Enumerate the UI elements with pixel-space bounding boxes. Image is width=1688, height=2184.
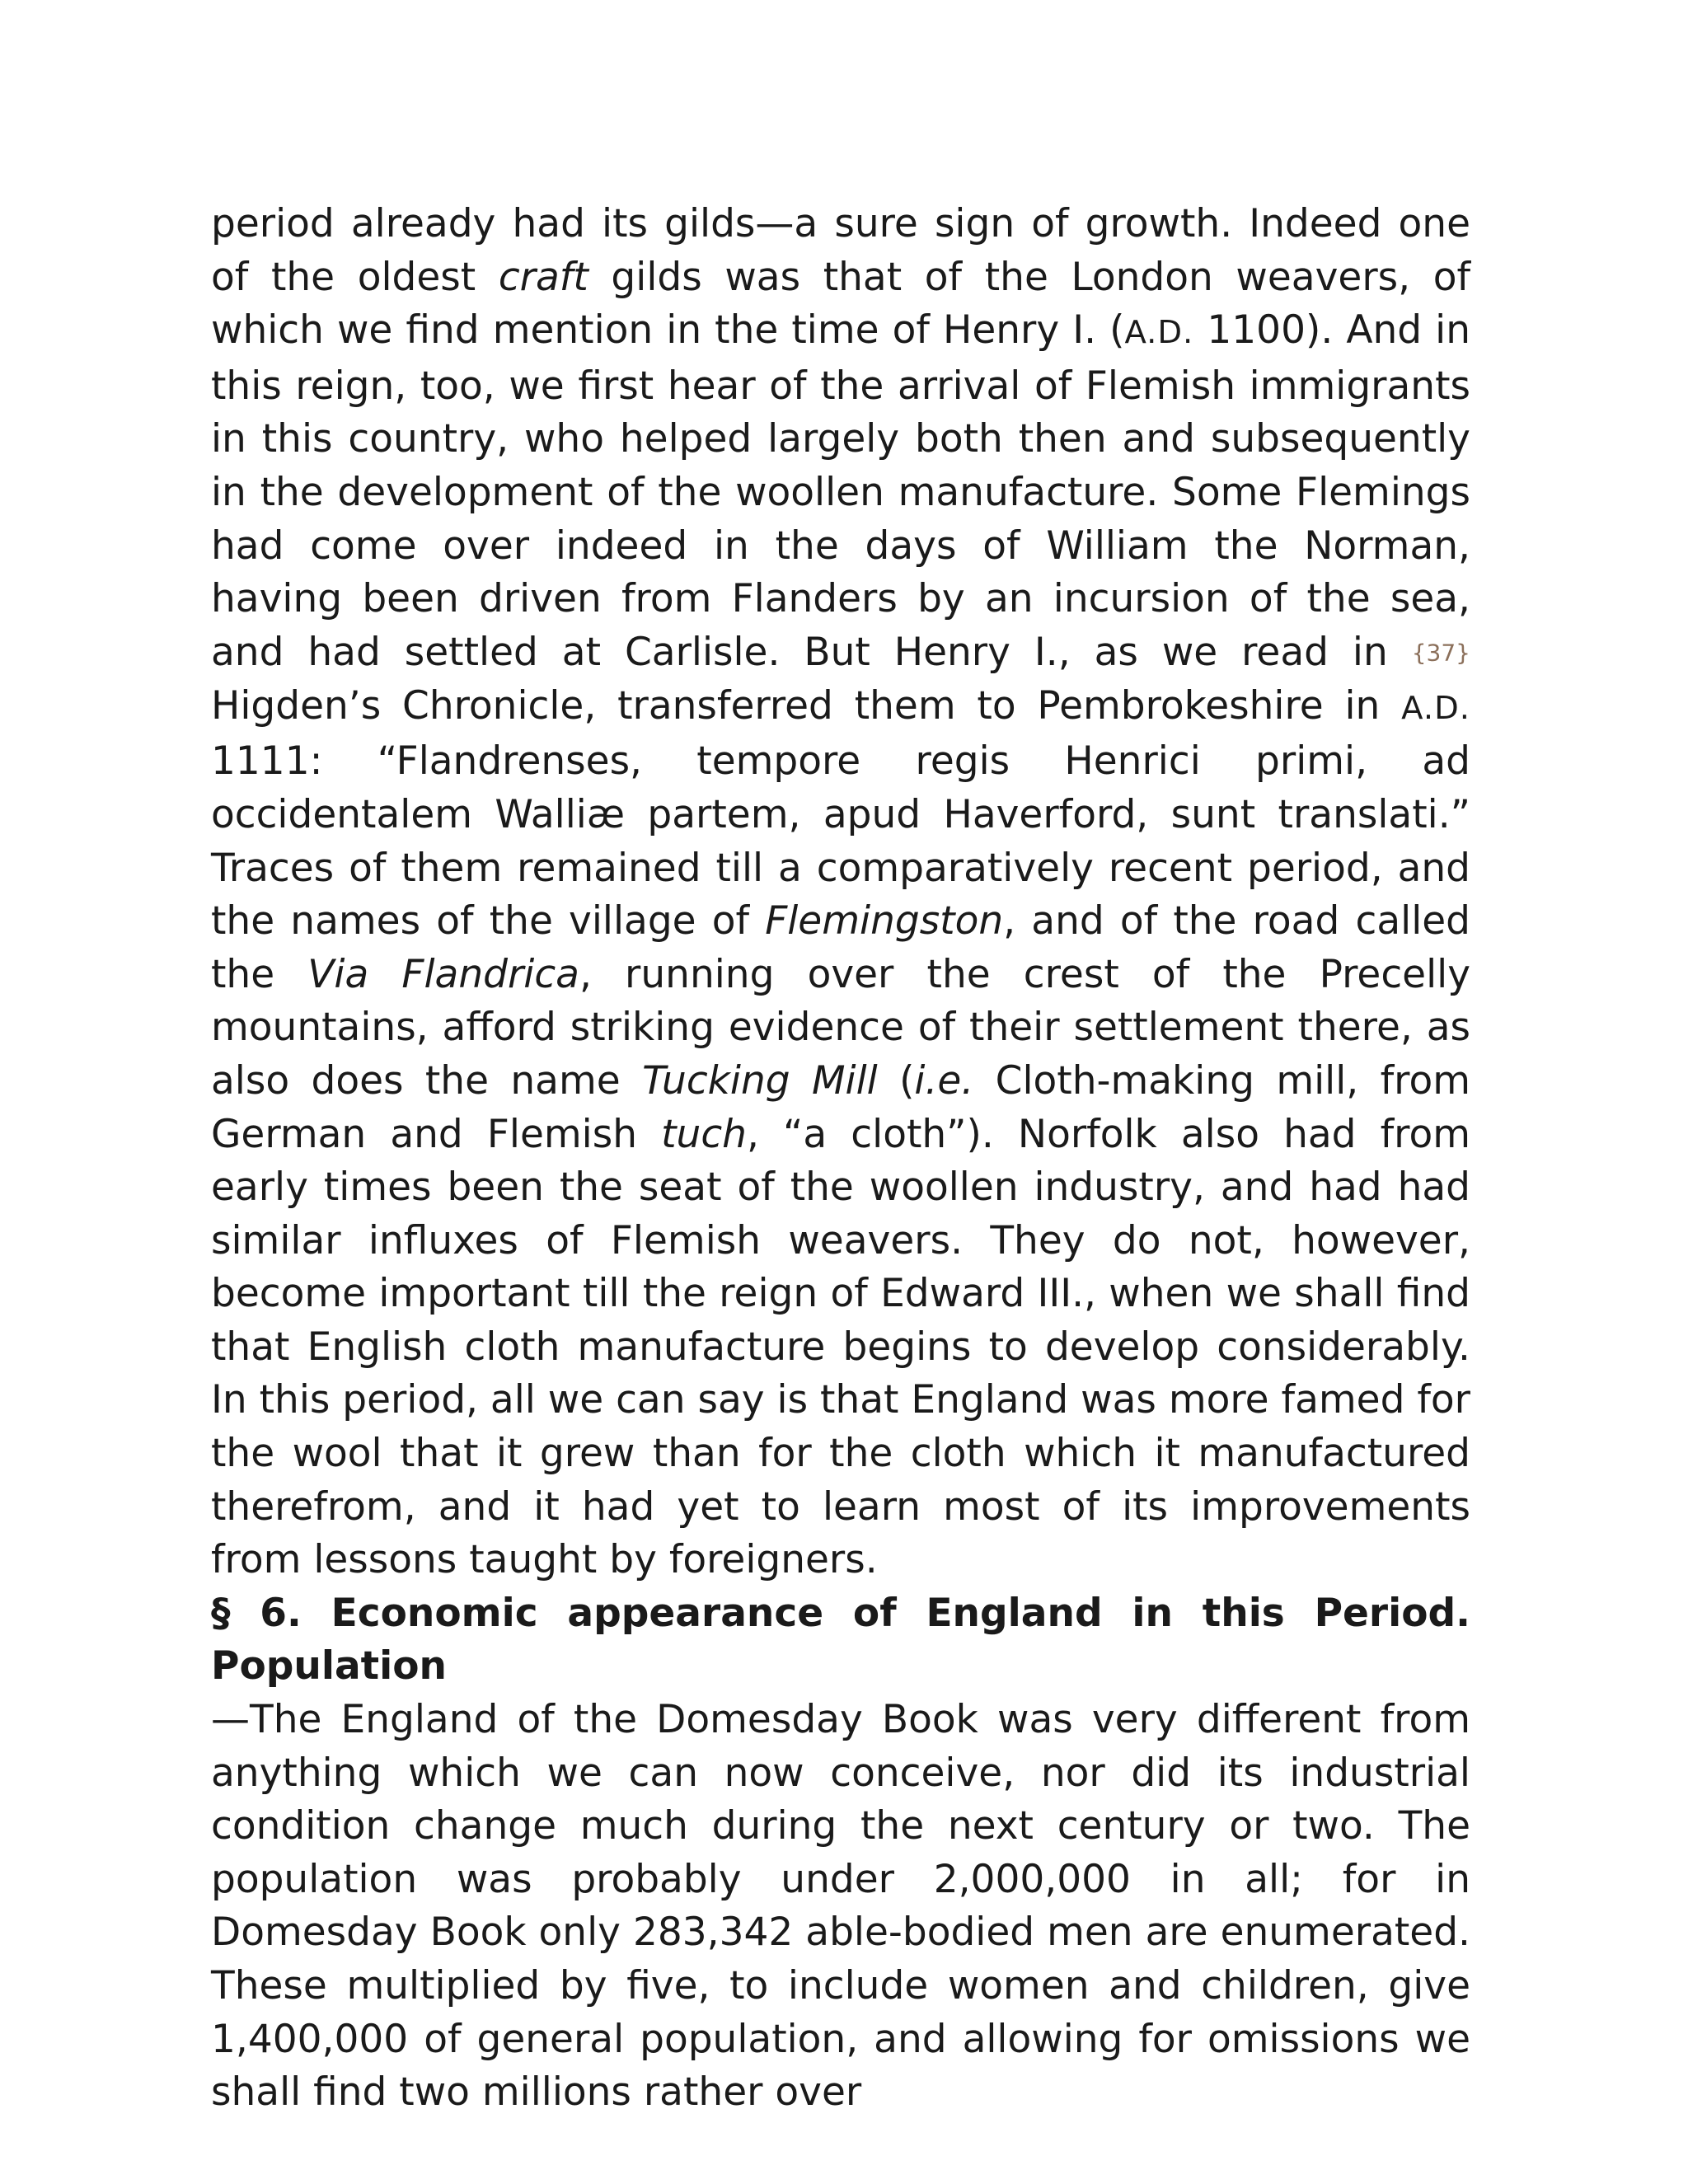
era-abbrev: A.D. [1401, 689, 1470, 727]
text-run: , running over the crest of the Precelly mountains, afford striking evidence of their settlement there, as also does the name [211, 951, 1471, 1104]
book-page [211, 198, 1470, 2120]
text-run: , “a cloth”). Norfolk also had from early times been the seat of the woollen industry, and had had similar influxes of Flemish weavers. They do not, however, become important till the reign of Edward III., when we shall find that English cloth manufacture begins to develop considerably. In this period, all we can say is that England was more famed for the wool that it grew than for the cloth which it manufactured therefrom, and it had yet to learn most of its improvements from lessons taught by foreigners. [211, 1111, 1470, 1583]
italic-ie: i.e. [914, 1057, 974, 1104]
text-run: period already had its gilds—a sure sign of growth. Indeed one of the oldest [211, 201, 1470, 300]
era-abbrev: A.D. [1124, 314, 1194, 352]
italic-via-flandrica: Via Flandrica [307, 951, 579, 997]
text-run: 1100). And in this reign, too, we first hear of the arrival of Flemish immigrants in this country, who helped largely both then and subsequently in the development of the woollen manufacture. Some Flemings had come over indeed in the days of William the Norman, having been driven from Flanders by an incursion of the sea, and had settled at Carlisle. But Henry I., as we read in [211, 307, 1471, 675]
italic-tucking-mill: Tucking Mill [642, 1057, 878, 1104]
paragraph-population: —The England of the Domesday Book was very different from anything which we can now conceive, nor did its industrial condition change much during the next century or two. The population was probably under 2,000,000 in all; for in Domesday Book only 283,342 able-bodied men are enumerated. These multiplied by five, to include women and children, give 1,400,000 of general population, and allowing for omissions we shall find two millions rather over [211, 1697, 1470, 2116]
text-run: gilds was that of the London weavers, of which we find mention in the time of Henry I. ( [211, 254, 1471, 354]
page-number-marker: {37} [1411, 639, 1470, 667]
text-run: ( [877, 1057, 915, 1104]
paragraph-flemish-weavers [211, 198, 1470, 1587]
text-run: Cloth-making mill, from German and Flemish [211, 1057, 1470, 1157]
text-run: 1111: “Flandrenses, tempore regis Henrici primi, ad occidentalem Walliæ partem, apud Haverford, sunt translati.” Traces of them remained till a comparatively recent period, and the names of the village of [211, 738, 1470, 944]
section-heading: § 6. Economic appearance of England in this Period. Population [211, 1590, 1470, 1690]
italic-tuch: tuch [661, 1111, 747, 1157]
italic-craft: craft [498, 254, 588, 300]
text-run: Higden’s Chronicle, transferred them to Pembrokeshire in [211, 682, 1402, 729]
italic-flemingston: Flemingston [765, 898, 1004, 944]
text-run: , and of the road called the [211, 898, 1471, 997]
